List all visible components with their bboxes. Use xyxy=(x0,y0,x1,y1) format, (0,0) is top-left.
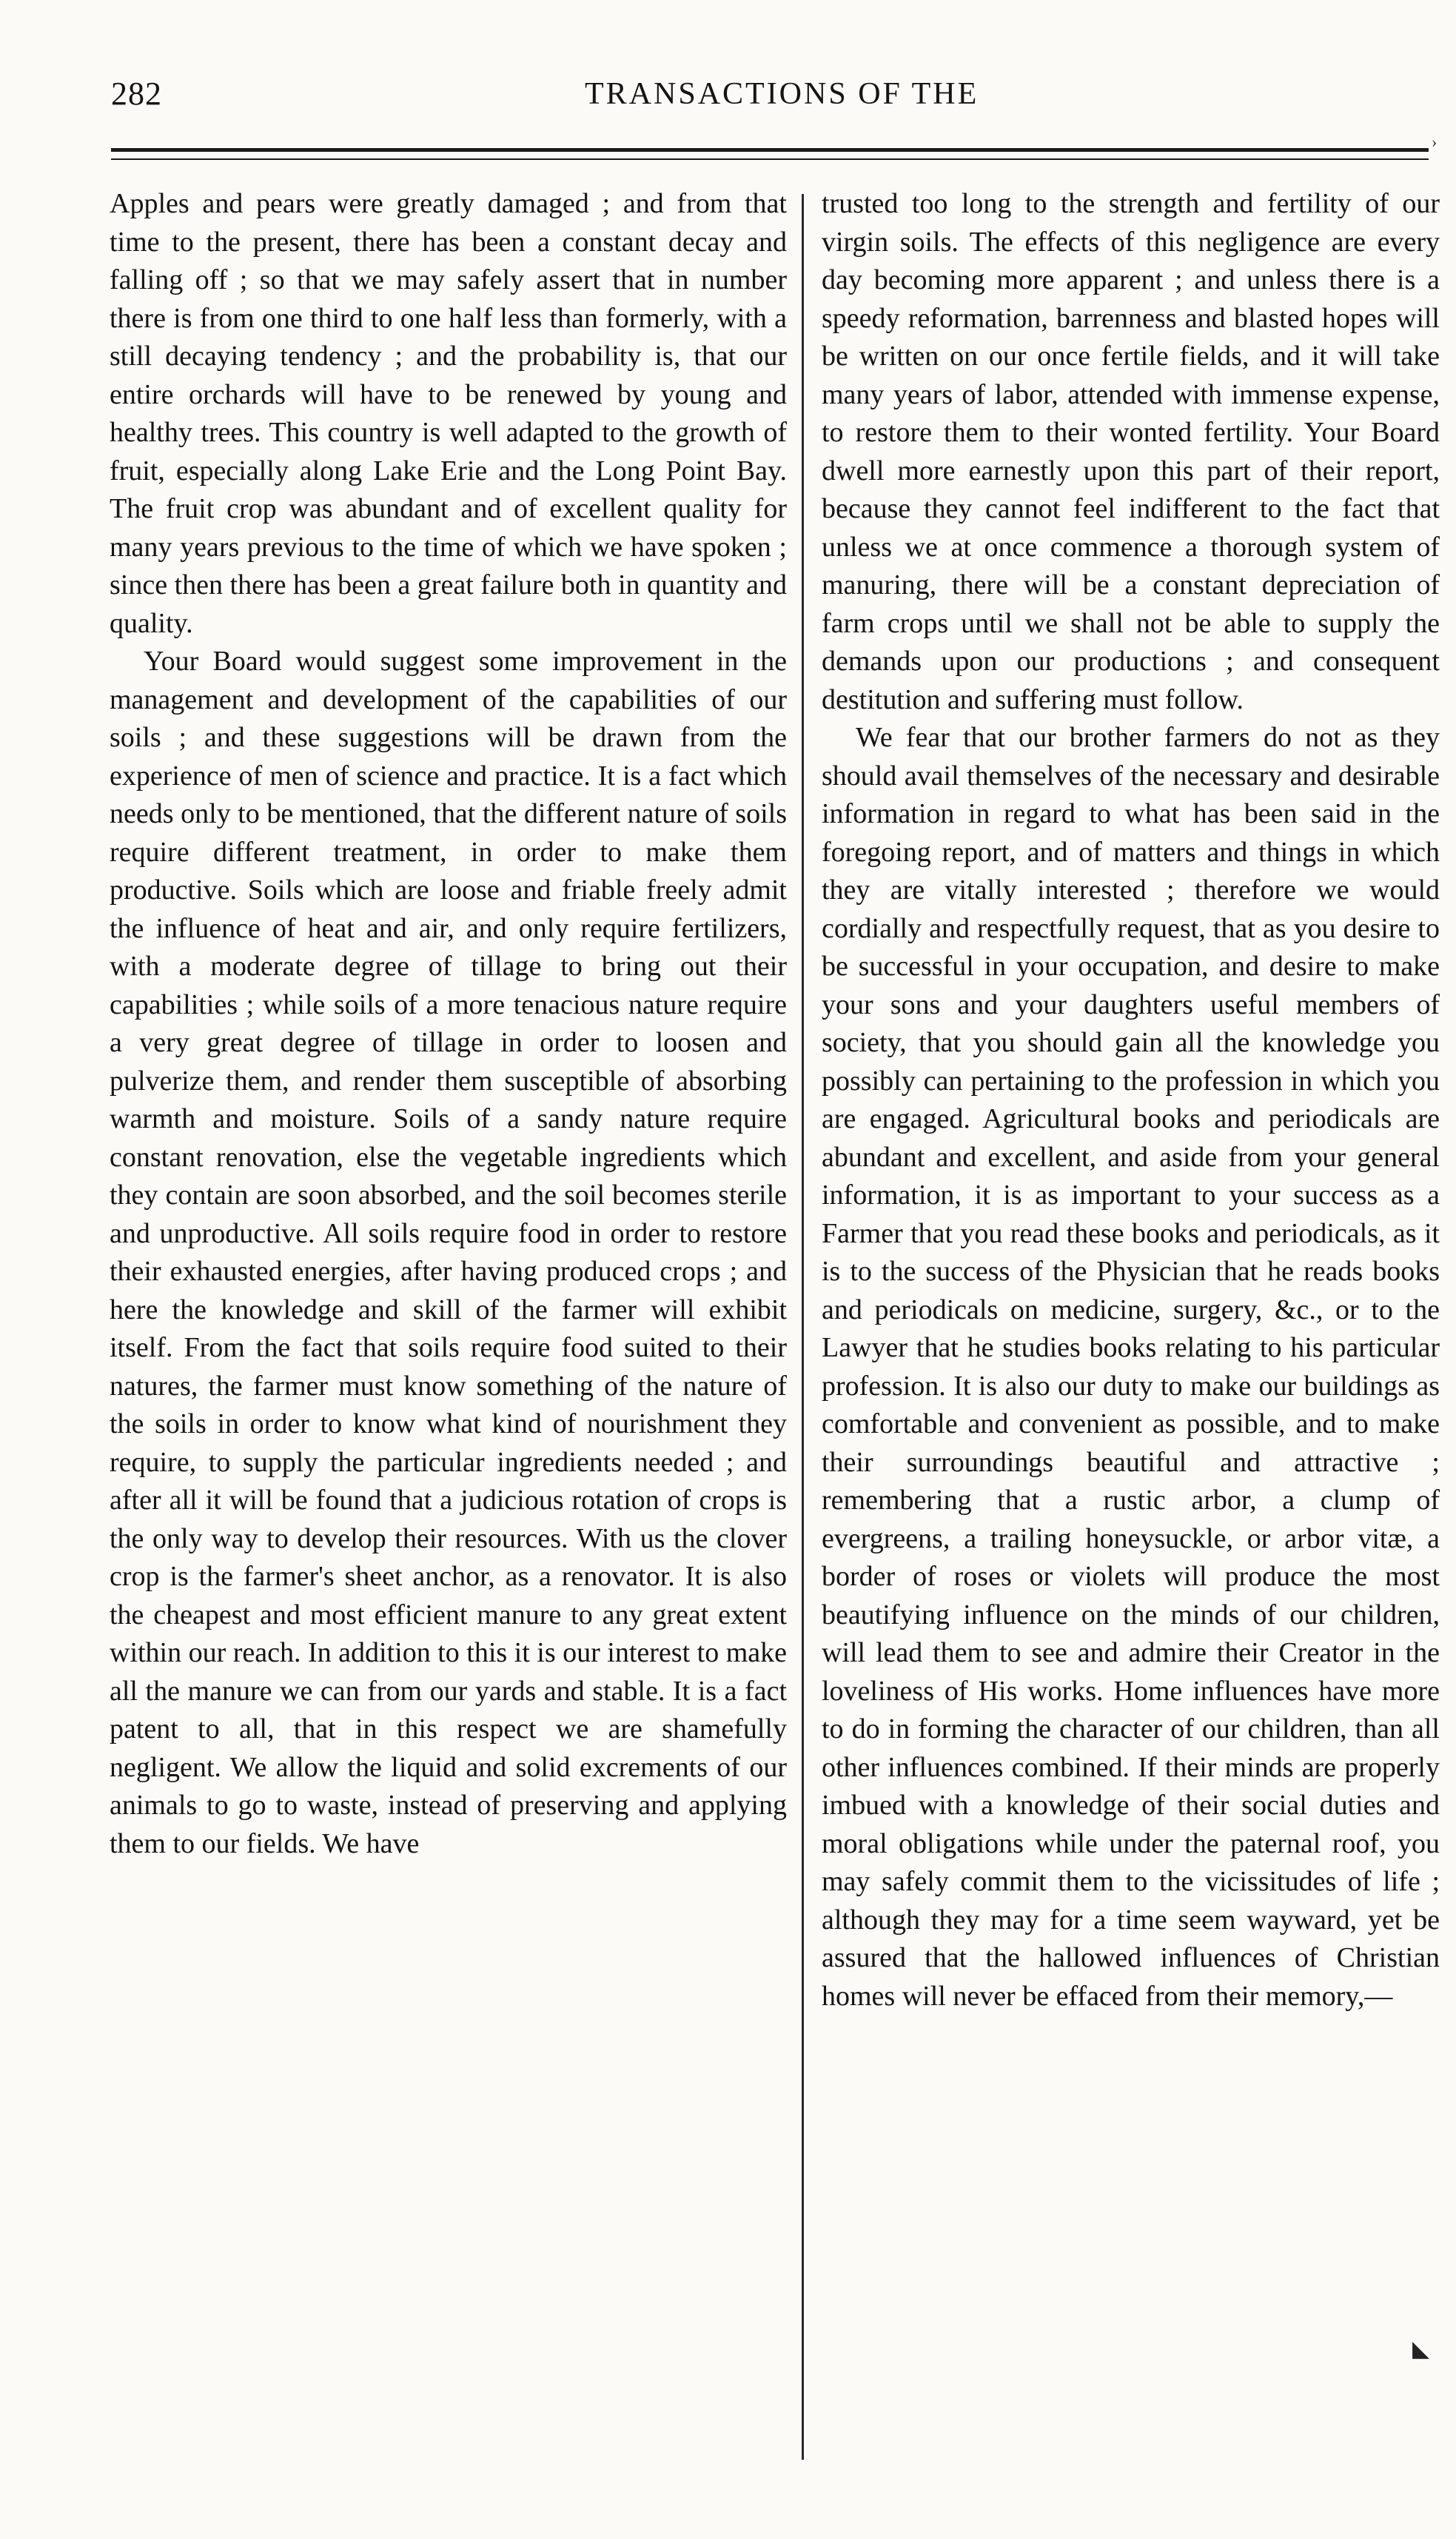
page-number: 282 xyxy=(111,76,162,112)
running-title: TRANSACTIONS OF THE xyxy=(585,77,979,111)
running-head xyxy=(0,68,1456,120)
column-divider xyxy=(802,194,804,2460)
paragraph: Your Board would suggest some improvement in the management and development of the capabilities of our soils ; and these suggestions will be drawn from the experience of men of science and practice. It is a fact which needs only to be mentioned, that the different nature of soils require different treatment, in order to make them productive. Soils which are loose and friable freely admit the influence of heat and air, and only require fertilizers, with a moderate degree of tillage to bring out their capabilities ; while soils of a more tenacious nature require a very great degree of tillage in order to loosen and pulverize them, and render them susceptible of absorbing warmth and moisture. Soils of a sandy nature require constant renovation, else the vegetable ingredients which they contain are soon absorbed, and the soil becomes sterile and unproductive. All soils require food in order to restore their exhausted energies, after having produced crops ; and here the knowledge and skill of the farmer will exhibit itself. From the fact that soils require food suited to their natures, the farmer must know something of the nature of the soils in order to know what kind of nourishment they require, to supply the particular ingredients needed ; and after all it will be found that a judicious rotation of crops is the only way to develop their resources. With us the clover crop is the farmer's sheet anchor, as a renovator. It is also the cheapest and most efficient manure to any great extent within our reach. In addition to this it is our interest to make all the manure we can from our yards and stable. It is a fact patent to all, that in this respect we are shamefully negligent. We allow the liquid and solid excrements of our animals to go to waste, instead of preserving and applying them to our fields. We have xyxy=(110,646,787,1859)
left-column xyxy=(110,185,787,2488)
header-rule-thin xyxy=(111,158,1429,160)
margin-mark-icon: › xyxy=(1432,133,1437,151)
paragraph: trusted too long to the strength and fertility of our virgin soils. The effects of this negligence are every day becoming more apparent ; and unless there is a speedy reformation, barrenness and blasted hopes will be written on our once fertile fields, and it will take many years of labor, attended with immense expense, to restore them to their wonted fertility. Your Board dwell more earnestly upon this part of their report, because they cannot feel indifferent to the fact that unless we at once commence a thorough system of manuring, there will be a constant depreciation of farm crops until we shall not be able to supply the demands upon our productions ; and consequent destitution and suffering must follow. xyxy=(822,188,1440,715)
paragraph: Apples and pears were greatly damaged ; and from that time to the present, there has been a constant decay and falling off ; so that we may safely assert that in number there is from one third to one half less than formerly, with a still decaying tendency ; and the probability is, that our entire orchards will have to be renewed by young and healthy trees. This country is well adapted to the growth of fruit, especially along Lake Erie and the Long Point Bay. The fruit crop was abundant and of excellent quality for many years previous to the time of which we have spoken ; since then there has been a great failure both in quantity and quality. xyxy=(110,188,787,639)
right-column xyxy=(822,185,1440,2488)
margin-arrow-icon: ◣ xyxy=(1412,2337,1430,2361)
header-rule-thick xyxy=(111,148,1429,152)
paragraph: We fear that our brother farmers do not as they should avail themselves of the necessary and desirable information in regard to what has been said in the foregoing report, and of matters and things in which they are vitally interested ; therefore we would cordially and respectfully request, that as you desire to be successful in your occupation, and desire to make your sons and your daughters useful members of society, that you should gain all the knowledge you possibly can pertaining to the profession in which you are engaged. Agricultural books and periodicals are abundant and excellent, and aside from your general information, it is as important to your success as a Farmer that you read these books and periodicals, as it is to the success of the Physician that he reads books and periodicals on medicine, surgery, &c., or to the Lawyer that he studies books relating to his particular profession. It is also our duty to make our buildings as comfortable and convenient as possible, and to make their surroundings beautiful and attractive ; remembering that a rustic arbor, a clump of evergreens, a trailing honeysuckle, or arbor vitæ, a border of roses or violets will produce the most beautifying influence on the minds of our children, will lead them to see and admire their Creator in the loveliness of His works. Home influences have more to do in forming the character of our children, than all other influences combined. If their minds are properly imbued with a knowledge of their social duties and moral obligations while under the paternal roof, you may safely commit them to the vicissitudes of life ; although they may for a time seem wayward, yet be assured that the hallowed influences of Christian homes will never be effaced from their memory,— xyxy=(822,722,1440,2012)
